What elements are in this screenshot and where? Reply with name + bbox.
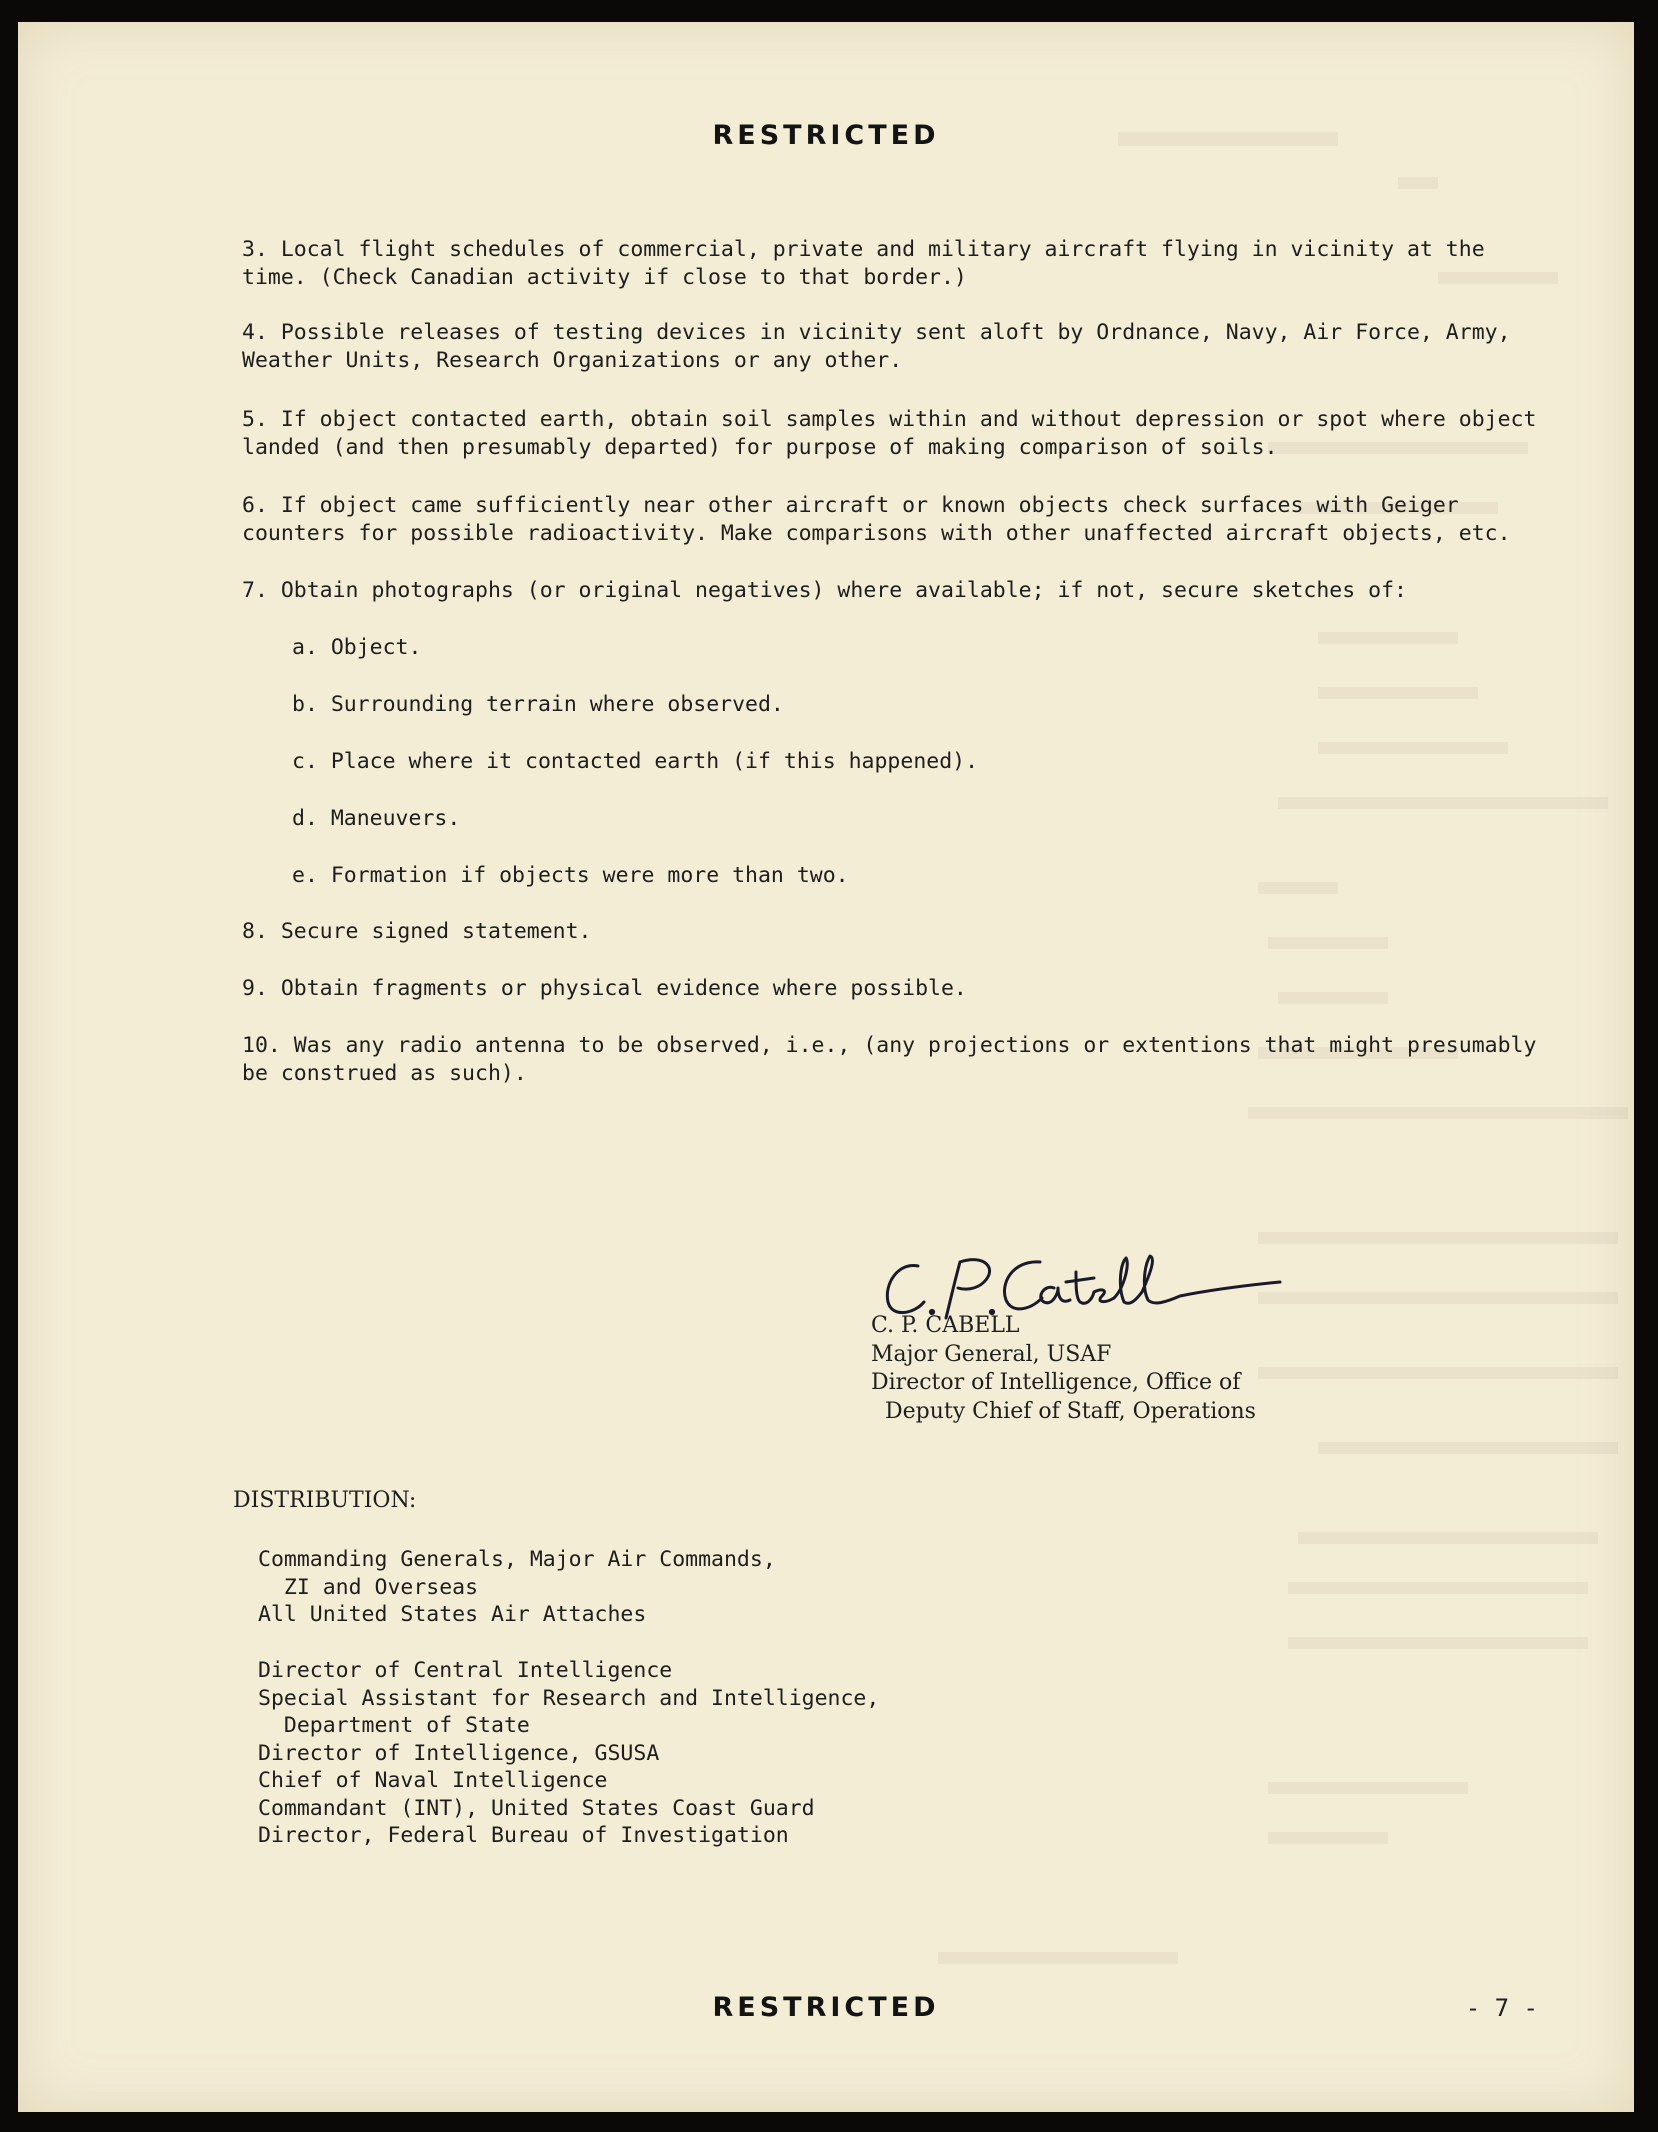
signer-title-line2: Deputy Chief of Staff, Operations <box>871 1398 1256 1424</box>
item-3: 3. Local flight schedules of commercial, private and military aircraft flying in vicinity at the time. (Check Canadian activity if close to that border.) <box>242 237 1485 290</box>
item-4: 4. Possible releases of testing devices in vicinity sent aloft by Ordnance, Navy, Air Force, Army, Weather Units, Research Organizations or any other. <box>242 320 1511 373</box>
distribution-entry: All United States Air Attaches <box>258 1602 647 1627</box>
item-7d: d. Maneuvers. <box>292 806 461 831</box>
signer-name: C. P. CABELL <box>871 1313 1020 1338</box>
item-7a: a. Object. <box>292 635 422 660</box>
restricted-header-stamp: RESTRICTED <box>712 120 940 151</box>
distribution-entry: ZI and Overseas <box>258 1574 479 1600</box>
distribution-heading: DISTRIBUTION: <box>233 1488 417 1513</box>
distribution-entry: Chief of Naval Intelligence <box>258 1768 608 1793</box>
distribution-entry: Director, Federal Bureau of Investigation <box>258 1823 789 1848</box>
item-7c: c. Place where it contacted earth (if this happened). <box>292 749 979 774</box>
signer-rank: Major General, USAF <box>871 1341 1112 1367</box>
distribution-entry: Director of Intelligence, GSUSA <box>258 1740 660 1766</box>
item-5: 5. If object contacted earth, obtain soil samples within and without depression or spot where object landed (and then presumably departed) for purpose of making comparison of soils. <box>242 407 1537 460</box>
distribution-entry: Department of State <box>258 1713 530 1738</box>
restricted-footer-stamp: RESTRICTED <box>712 1992 940 2023</box>
item-10: 10. Was any radio antenna to be observed, i.e., (any projections or extentions that might presumably be construed as such). <box>242 1033 1537 1086</box>
item-6: 6. If object came sufficiently near other aircraft or known objects check surfaces with Geiger counters for possible radioactivity. Make comparisons with other unaffected aircraft objects, etc. <box>242 493 1511 546</box>
item-7b: b. Surrounding terrain where observed. <box>292 692 784 717</box>
page-number: - 7 - <box>1465 1994 1538 2022</box>
signer-title-line1: Director of Intelligence, Office of <box>871 1370 1241 1395</box>
signature-block <box>871 1312 1256 1426</box>
item-8: 8. Secure signed statement. <box>242 919 592 944</box>
distribution-entry: Special Assistant for Research and Intelligence, <box>258 1685 880 1711</box>
distribution-entry: Commandant (INT), United States Coast Guard <box>258 1795 815 1821</box>
distribution-entry: Director of Central Intelligence <box>258 1658 673 1683</box>
item-7e: e. Formation if objects were more than two. <box>292 863 849 888</box>
distribution-entry: Commanding Generals, Major Air Commands, <box>258 1547 776 1572</box>
item-7: 7. Obtain photographs (or original negatives) where available; if not, secure sketches of: <box>242 578 1407 603</box>
distribution-group-1 <box>258 1546 776 1629</box>
distribution-group-2 <box>258 1657 879 1850</box>
item-9: 9. Obtain fragments or physical evidence where possible. <box>242 976 967 1001</box>
document-page <box>18 22 1634 2112</box>
